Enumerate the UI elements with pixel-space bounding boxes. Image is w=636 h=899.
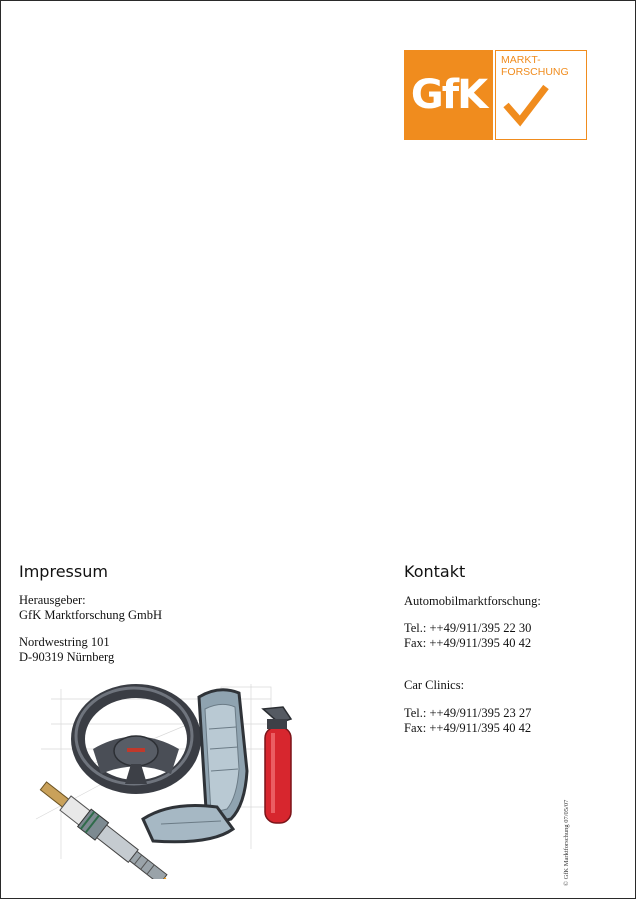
fire-extinguisher-icon [263,707,291,823]
logo-brand-text: GfK [410,72,487,118]
publisher-name: GfK Marktforschung GmbH [19,608,163,622]
logo-tag-block [495,50,587,140]
gfk-logo [404,50,587,140]
kontakt-section2-fax: Fax: ++49/911/395 40 42 [404,721,532,735]
checkmark-icon [502,81,550,129]
kontakt-heading: Kontakt [404,562,466,581]
logo-tag-line2: FORSCHUNG [501,66,569,78]
address-street: Nordwestring 101 [19,635,110,649]
logo-tag-line1: MARKT- [501,54,541,66]
kontakt-section2-label: Car Clinics: [404,678,465,692]
car-parts-illustration [21,679,311,879]
logo-tag-text [501,54,569,78]
kontakt-section1-tel: Tel.: ++49/911/395 22 30 [404,621,532,635]
address-city: D-90319 Nürnberg [19,650,115,664]
kontakt-section2-tel: Tel.: ++49/911/395 23 27 [404,706,532,720]
publisher-label: Herausgeber: [19,593,86,607]
steering-wheel-icon [76,688,194,787]
kontakt-section1-fax: Fax: ++49/911/395 40 42 [404,636,532,650]
impressum-heading: Impressum [19,562,108,581]
kontakt-section1-label: Automobilmarktforschung: [404,594,541,608]
copyright-sidenote: © GfK Marktforschung 07/05/07 [563,799,570,886]
logo-brand-block [404,50,493,140]
